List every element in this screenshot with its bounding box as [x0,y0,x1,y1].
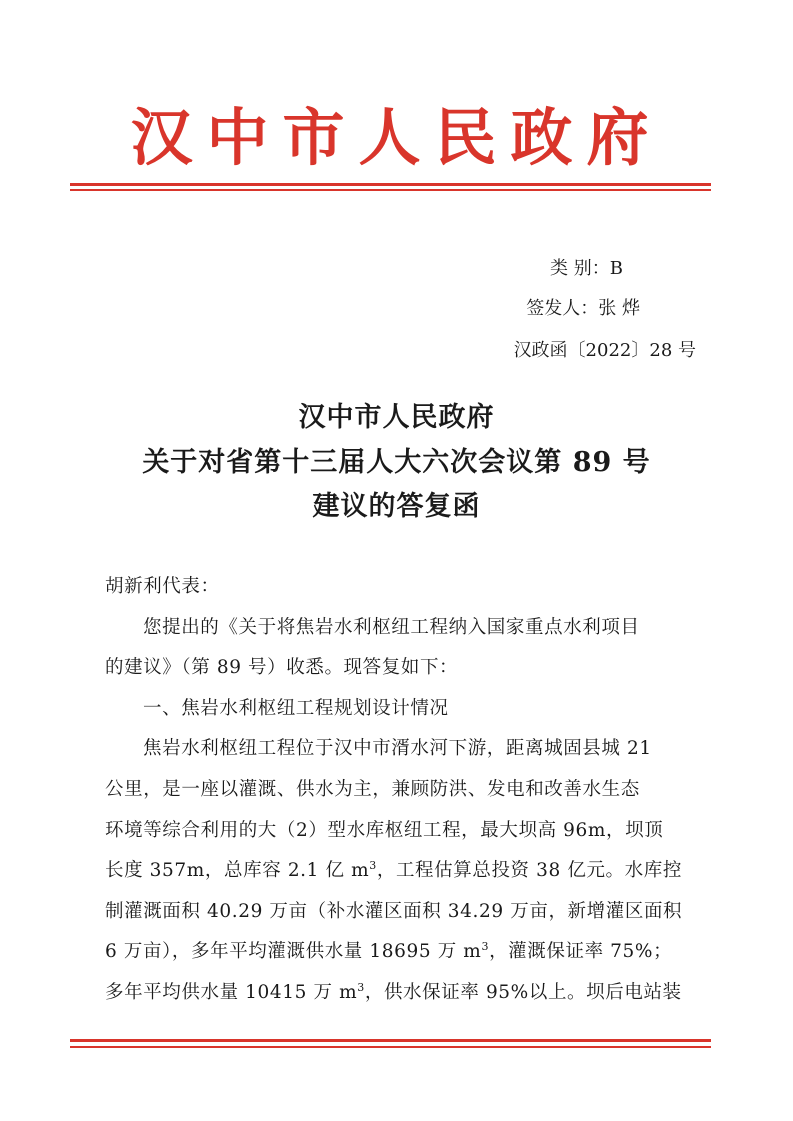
body-line-5: 制灌溉面积 40.29 万亩（补水灌区面积 34.29 万亩，新增灌区面积 [105,900,683,922]
body-line-7-b: ，供水保证率 95%以上。坝后电站装 [364,981,682,1003]
signer-label: 签发人： [526,298,599,319]
body-line-4-a: 长度 357m，总库容 2.1 亿 m [105,860,370,882]
body-line-2: 公里，是一座以灌溉、供水为主，兼顾防洪、发电和改善水生态 [105,778,640,800]
category-value: B [609,258,623,279]
body-line-4-b: ，工程估算总投资 38 亿元。水库控 [376,860,682,882]
category-line [550,257,623,281]
body-line-7-a: 多年平均供水量 10415 万 m [105,981,358,1003]
signer-value: 张 烨 [598,298,640,319]
doc-title-line-1: 汉中市人民政府 [298,402,495,433]
salutation: 胡新利代表： [105,576,220,597]
body-line-7-sup: 3 [357,980,365,994]
masthead-title: 汉中市人民政府 [130,101,663,174]
intro-line-2: 的建议》（第 89 号）收悉。现答复如下： [105,657,459,679]
body-line-6-b: ，灌溉保证率 75%； [489,941,673,963]
doc-title-line-3: 建议的答复函 [312,491,481,522]
letter-body [105,567,693,1014]
body-line-1: 焦岩水利枢纽工程位于汉中市湑水河下游，距离城固县城 21 [143,738,652,760]
footer-rule-thin [70,1046,711,1048]
body-line-4 [105,851,693,892]
footer-rule-thick [70,1039,711,1042]
doc-title-line-2: 关于对省第十三届人大六次会议第 89 号 [142,447,651,478]
signer-line [526,297,640,321]
body-line-3: 环境等综合利用的大（2）型水库枢纽工程，最大坝高 96m，坝顶 [105,819,664,841]
body-line-6-sup: 3 [481,940,490,954]
masthead-rule-thin [70,189,711,191]
intro-line-1: 您提出的《关于将焦岩水利枢纽工程纳入国家重点水利项目 [143,616,640,638]
section-heading: 一、焦岩水利枢纽工程规划设计情况 [143,697,449,719]
masthead-rule-thick [70,183,711,186]
body-line-6-a: 6 万亩），多年平均灌溉供水量 18695 万 m [105,941,482,963]
body-line-6 [105,932,693,973]
category-label: 类 别： [550,258,610,279]
document-number: 汉政函〔2022〕28 号 [513,340,696,361]
body-line-7 [105,973,693,1014]
body-line-4-sup: 3 [369,859,377,873]
